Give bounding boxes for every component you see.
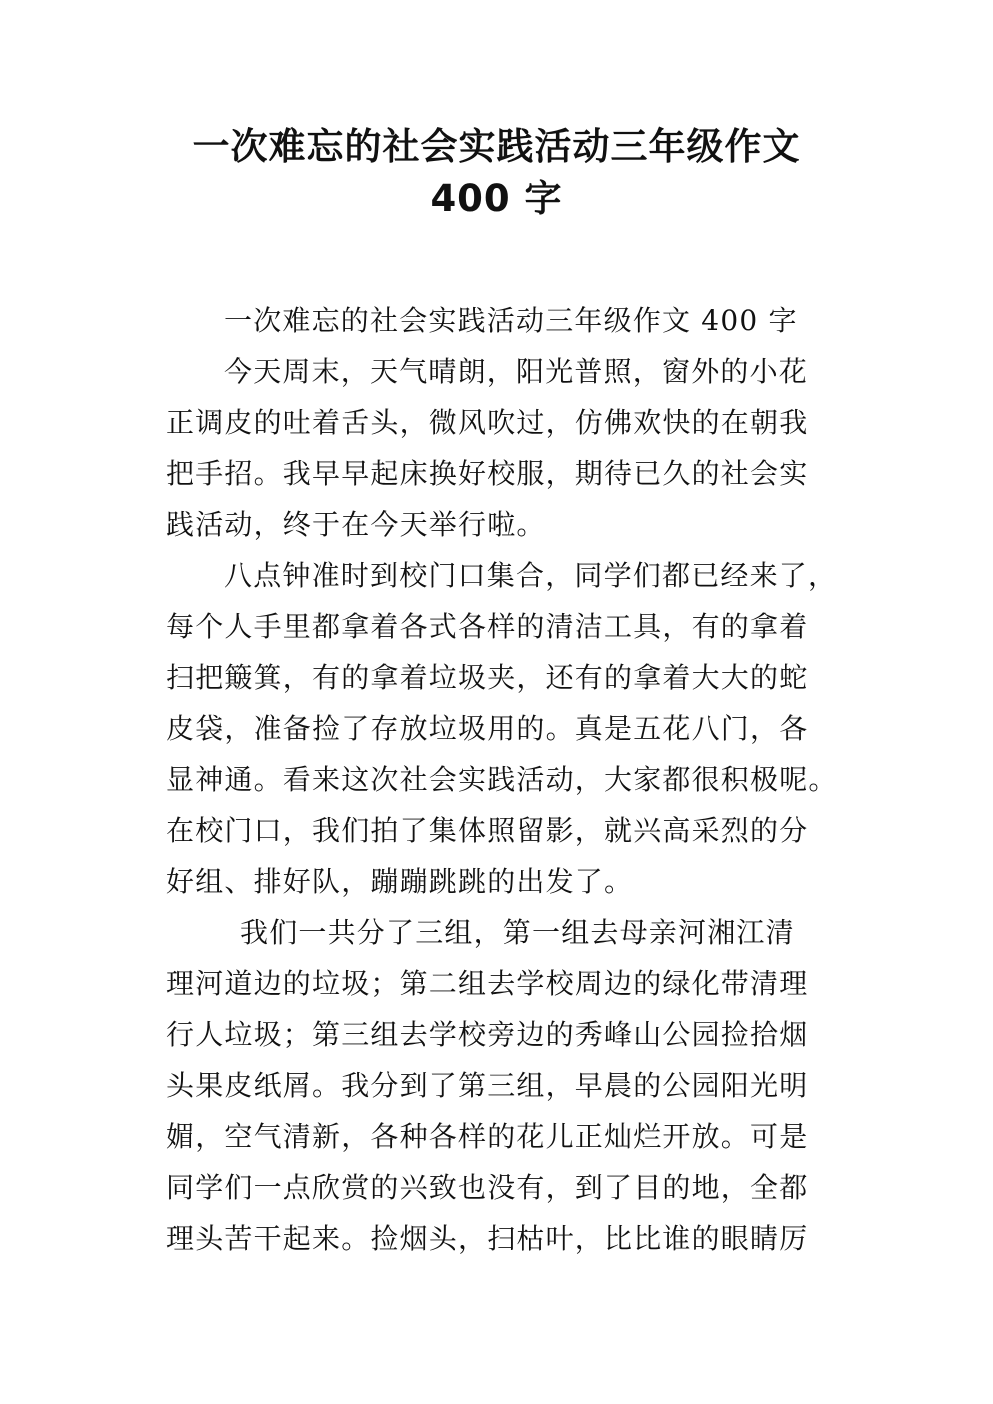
body-line: 我们一共分了三组，第一组去母亲河湘江清	[240, 916, 795, 949]
body-line: 今天周末，天气晴朗，阳光普照，窗外的小花	[224, 355, 809, 388]
document-title-line-2: 400 字	[430, 177, 563, 220]
body-line: 同学们一点欣赏的兴致也没有，到了目的地，全都	[166, 1171, 809, 1204]
body-line: 好组、排好队，蹦蹦跳跳的出发了。	[166, 865, 634, 898]
body-line: 在校门口，我们拍了集体照留影，就兴高采烈的分	[166, 814, 809, 847]
body-line: 行人垃圾；第三组去学校旁边的秀峰山公园捡拾烟	[166, 1018, 809, 1051]
document-title-line-1: 一次难忘的社会实践活动三年级作文	[192, 125, 801, 168]
body-line: 理头苦干起来。捡烟头，扫枯叶，比比谁的眼睛厉	[166, 1222, 809, 1255]
body-line: 八点钟准时到校门口集合，同学们都已经来了，	[224, 559, 838, 592]
body-line: 显神通。看来这次社会实践活动，大家都很积极呢。	[166, 763, 838, 796]
body-line: 扫把簸箕，有的拿着垃圾夹，还有的拿着大大的蛇	[166, 661, 809, 694]
body-line: 头果皮纸屑。我分到了第三组，早晨的公园阳光明	[166, 1069, 809, 1102]
body-line: 正调皮的吐着舌头，微风吹过，仿佛欢快的在朝我	[166, 406, 809, 439]
body-line: 每个人手里都拿着各式各样的清洁工具，有的拿着	[166, 610, 809, 643]
body-line: 皮袋，准备捡了存放垃圾用的。真是五花八门，各	[166, 712, 809, 745]
body-line: 一次难忘的社会实践活动三年级作文 400 字	[224, 304, 798, 337]
body-line: 理河道边的垃圾；第二组去学校周边的绿化带清理	[166, 967, 809, 1000]
body-line: 把手招。我早早起床换好校服，期待已久的社会实	[166, 457, 809, 490]
body-line: 践活动，终于在今天举行啦。	[166, 508, 546, 541]
body-line: 媚，空气清新，各种各样的花儿正灿烂开放。可是	[166, 1120, 809, 1153]
